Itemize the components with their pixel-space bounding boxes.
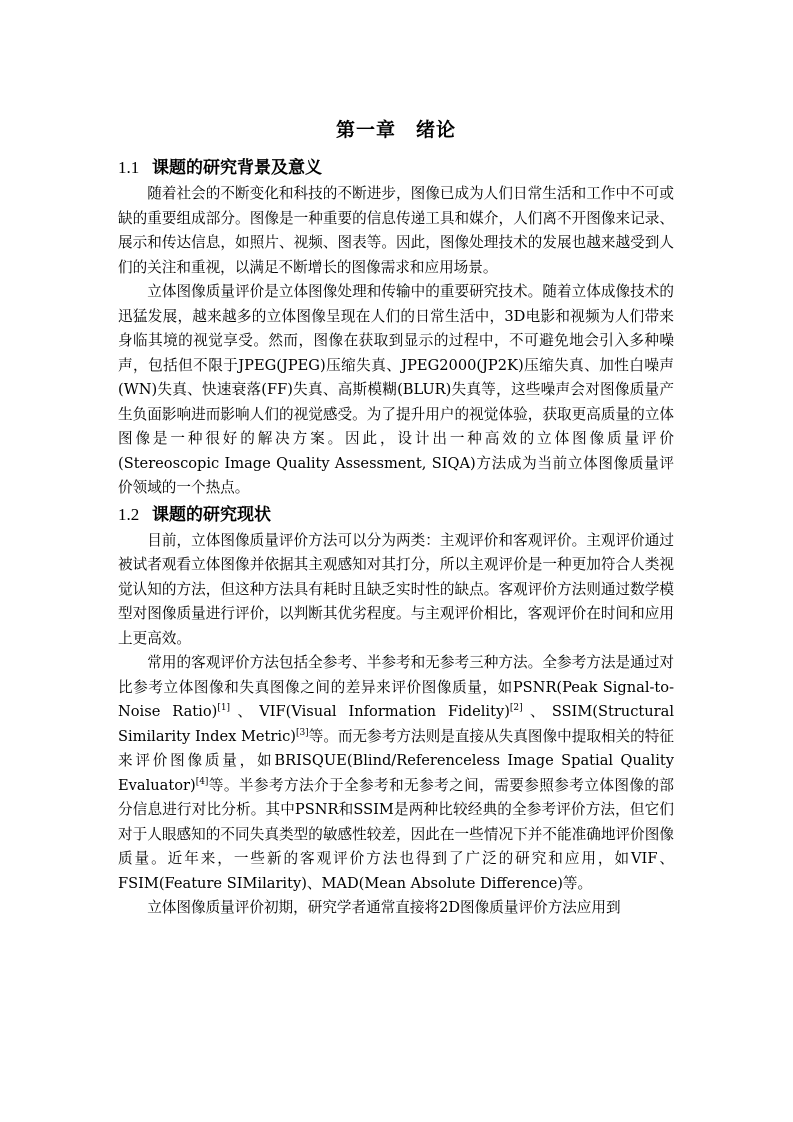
paragraph-text: 、VIF(Visual Information Fidelity) xyxy=(230,703,510,720)
document-page xyxy=(118,114,674,921)
paragraph-text: 等。半参考方法介于全参考和无参考之间，需要参照参考立体图像的部分信息进行对比分析。其中PSNR和SSIM是两种比较经典的全参考评价方法，但它们对于人眼感知的不同失真类型的敏感性较差，因此在一些情况下并不能准确地评价图像质量。近年来，一些新的客观评价方法也得到了广泛的研究和应用，如VIF、FSIM(Feature SIMilarity)、MAD(Mean Absolute Difference)等。 xyxy=(118,776,674,892)
section-number: 1.1 xyxy=(118,158,140,177)
section-heading-1-1 xyxy=(118,154,674,182)
paragraph-text: 、SSIM(Structural Similarity Index Metric) xyxy=(118,703,674,745)
paragraph: 目前，立体图像质量评价方法可以分为两类：主观评价和客观评价。主观评价通过被试者观看立体图像并依据其主观感知对其打分，所以主观评价是一种更加符合人类视觉认知的方法，但这种方法具有耗时且缺乏实时性的缺点。客观评价方法则通过数学模型对图像质量进行评价，以判断其优劣程度。与主观评价相比，客观评价在时间和应用上更高效。 xyxy=(118,531,674,647)
paragraph-with-citations xyxy=(118,651,674,896)
paragraph: 立体图像质量评价初期，研究学者通常直接将2D图像质量评价方法应用到 xyxy=(147,899,621,916)
paragraph-text: 常用的客观评价方法包括全参考、半参考和无参考三种方法。全参考方法是通过对比参考立体图像和失真图像之间的差异来评价图像质量，如PSNR(Peak Signal-to-Noise Ratio) xyxy=(118,654,674,720)
section-title: 课题的研究背景及意义 xyxy=(152,158,322,178)
citation-ref: [1] xyxy=(217,703,231,714)
citation-ref: [4] xyxy=(195,776,209,787)
paragraph: 立体图像质量评价是立体图像处理和传输中的重要研究技术。随着立体成像技术的迅猛发展，越来越多的立体图像呈现在人们的日常生活中，3D电影和视频为人们带来身临其境的视觉享受。然而，图像在获取到显示的过程中，不可避免地会引入多种噪声，包括但不限于JPEG(JPEG)压缩失真、JPEG2000(JP2K)压缩失真、加性白噪声(WN)失真、快速衰落(FF)失真、高斯模糊(BLUR)失真等，这些噪声会对图像质量产生负面影响进而影响人们的视觉感受。为了提升用户的视觉体验，获取更高质量的立体图像是一种很好的解决方案。因此，设计出一种高效的立体图像质量评价(Stereoscopic Image Quality Assessment, SIQA)方法成为当前立体图像质量评价领域的一个热点。 xyxy=(118,283,674,496)
chapter-title xyxy=(118,114,674,146)
chapter-label: 第一章 xyxy=(335,119,396,141)
section-number: 1.2 xyxy=(118,504,140,524)
section-heading-1-2 xyxy=(118,501,674,529)
chapter-name: 绪论 xyxy=(416,119,457,141)
section-title: 课题的研究现状 xyxy=(152,504,271,525)
paragraph-text: 等。而无参考方法则是直接从失真图像中提取相关的特征来评价图像质量，如BRISQUE(Blind/Referenceless Image Spatial Quality Evaluator) xyxy=(118,727,674,794)
citation-ref: [2] xyxy=(509,703,523,714)
paragraph: 随着社会的不断变化和科技的不断进步，图像已成为人们日常生活和工作中不可或缺的重要组成部分。图像是一种重要的信息传递工具和媒介，人们离不开图像来记录、展示和传达信息，如照片、视频、图表等。因此，图像处理技术的发展也越来越受到人们的关注和重视，以满足不断增长的图像需求和应用场景。 xyxy=(118,185,674,276)
citation-ref: [3] xyxy=(295,727,309,738)
